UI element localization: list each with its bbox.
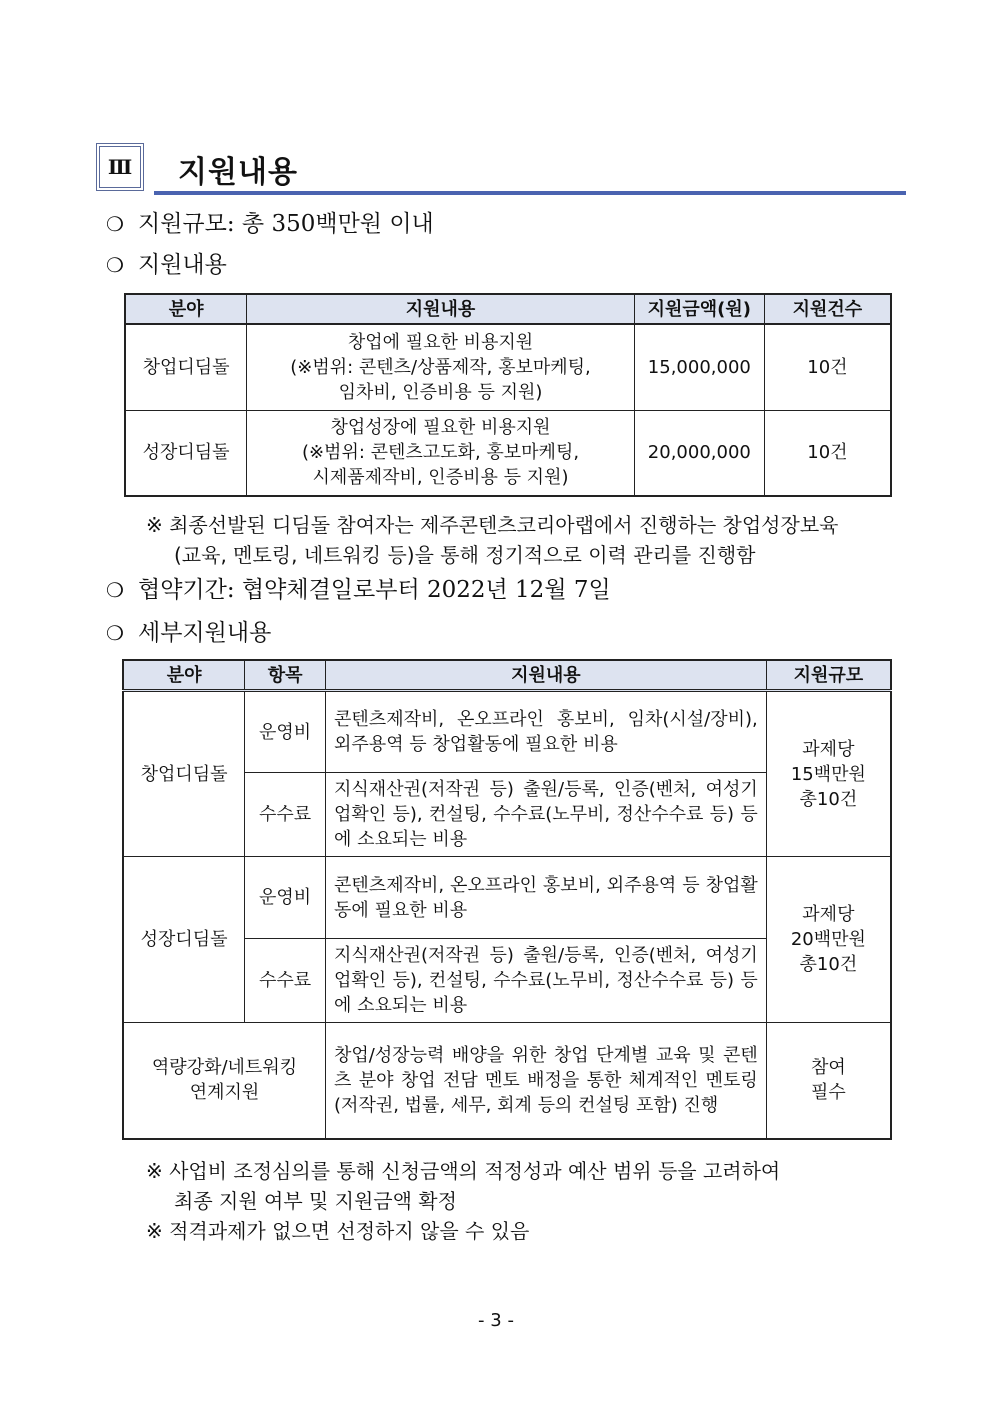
section-number-box: Ⅲ (96, 143, 144, 191)
note-line: (교육, 멘토링, 네트워킹 등)을 통해 정기적으로 이력 관리를 진행함 (174, 543, 756, 567)
table-row (125, 324, 891, 410)
note-budget-review (146, 1156, 906, 1246)
note-line: ※ 적격과제가 없으면 선정하지 않을 수 있음 (146, 1219, 530, 1243)
scale-line: 필수 (810, 1082, 846, 1104)
bullet-text: 지원내용 (138, 252, 227, 278)
scale-line: 총10건 (799, 788, 858, 810)
table-header-row (125, 294, 891, 324)
scale-line: 과제당 (802, 904, 855, 925)
bullet-text: 지원규모: 총 350백만원 이내 (138, 211, 434, 237)
table-row (123, 691, 891, 773)
content-line: 시제품제작비, 인증비용 등 지원) (312, 467, 569, 489)
support-summary-table (124, 293, 892, 497)
row-field: 창업디딤돌 (125, 324, 247, 410)
row-field (123, 1023, 326, 1139)
bullet-detail-content (106, 614, 271, 647)
circle-bullet-icon: ❍ (106, 621, 124, 645)
row-count: 10건 (764, 324, 891, 410)
scale-line: 15백만원 (790, 763, 866, 785)
bullet-text: 협약기간: 협약체결일로부터 2022년 12월 7일 (138, 577, 611, 603)
row-item: 수수료 (245, 939, 326, 1023)
header-count: 지원건수 (764, 294, 891, 324)
scale-line: 20백만원 (790, 929, 866, 950)
row-amount: 20,000,000 (634, 410, 764, 496)
table-row (123, 1023, 891, 1139)
content-line: 창업성장에 필요한 비용지원 (330, 417, 551, 439)
circle-bullet-icon: ❍ (106, 578, 124, 602)
row-field: 성장디딤돌 (123, 857, 245, 1023)
row-count: 10건 (764, 410, 891, 496)
note-line: 최종 지원 여부 및 지원금액 확정 (174, 1189, 457, 1213)
section-underline (154, 191, 906, 195)
scale-line: 참여 (810, 1057, 846, 1079)
field-line: 역량강화/네트워킹 (151, 1057, 298, 1079)
row-item: 운영비 (245, 691, 326, 773)
bullet-support-scale (106, 205, 434, 238)
header-field: 분야 (125, 294, 247, 324)
header-amount: 지원금액(원) (634, 294, 764, 324)
circle-bullet-icon: ❍ (106, 212, 124, 236)
note-line: ※ 사업비 조정심의를 통해 신청금액의 적정성과 예산 범위 등을 고려하여 (146, 1159, 781, 1183)
content-line: (※범위: 콘텐츠/상품제작, 홍보마케팅, (290, 356, 591, 378)
table-header-row (123, 660, 891, 691)
row-content: 콘텐츠제작비, 온오프라인 홍보비, 임차(시설/장비), 외주용역 등 창업활동에 필요한 비용 (326, 691, 767, 773)
row-scale (766, 691, 891, 857)
table-row (123, 857, 891, 939)
section-header (96, 141, 906, 195)
row-content: 창업/성장능력 배양을 위한 창업 단계별 교육 및 콘텐츠 분야 창업 전담 멘토 배정을 통한 체계적인 멘토링(저작권, 법률, 세무, 회계 등의 컨설팅 포함) 진행 (326, 1023, 767, 1139)
bullet-text: 세부지원내용 (138, 620, 272, 646)
row-field: 창업디딤돌 (123, 691, 245, 857)
row-scale (766, 1023, 891, 1139)
section-title: 지원내용 (178, 155, 298, 190)
header-scale: 지원규모 (766, 660, 891, 691)
row-content: 콘텐츠제작비, 온오프라인 홍보비, 외주용역 등 창업활동에 필요한 비용 (326, 857, 767, 939)
row-content: 지식재산권(저작권 등) 출원/등록, 인증(벤처, 여성기업확인 등), 컨설팅, 수수료(노무비, 정산수수료 등) 등에 소요되는 비용 (326, 939, 767, 1023)
content-line: (※범위: 콘텐츠고도화, 홍보마케팅, (301, 442, 580, 464)
scale-line: 과제당 (802, 738, 855, 760)
header-content: 지원내용 (326, 660, 767, 691)
field-line: 연계지원 (189, 1082, 260, 1104)
row-item: 운영비 (245, 857, 326, 939)
note-line: ※ 최종선발된 디딤돌 참여자는 제주콘텐츠코리아랩에서 진행하는 창업성장보육 (146, 513, 839, 537)
bullet-agreement-period (106, 571, 611, 604)
content-line: 창업에 필요한 비용지원 (347, 331, 534, 353)
scale-line: 총10건 (799, 954, 858, 975)
content-line: 임차비, 인증비용 등 지원) (338, 381, 543, 403)
header-field: 분야 (123, 660, 245, 691)
row-field: 성장디딤돌 (125, 410, 247, 496)
row-amount: 15,000,000 (634, 324, 764, 410)
row-scale (766, 857, 891, 1023)
note-incubation (146, 510, 906, 570)
bullet-support-content (106, 246, 227, 279)
row-content (247, 410, 635, 496)
table-row (125, 410, 891, 496)
circle-bullet-icon: ❍ (106, 253, 124, 277)
detail-support-table (122, 659, 892, 1140)
row-content (247, 324, 635, 410)
row-item: 수수료 (245, 773, 326, 857)
header-content: 지원내용 (247, 294, 635, 324)
row-content: 지식재산권(저작권 등) 출원/등록, 인증(벤처, 여성기업확인 등), 컨설팅, 수수료(노무비, 정산수수료 등) 등에 소요되는 비용 (326, 773, 767, 857)
header-item: 항목 (245, 660, 326, 691)
page-number: - 3 - (478, 1310, 514, 1331)
